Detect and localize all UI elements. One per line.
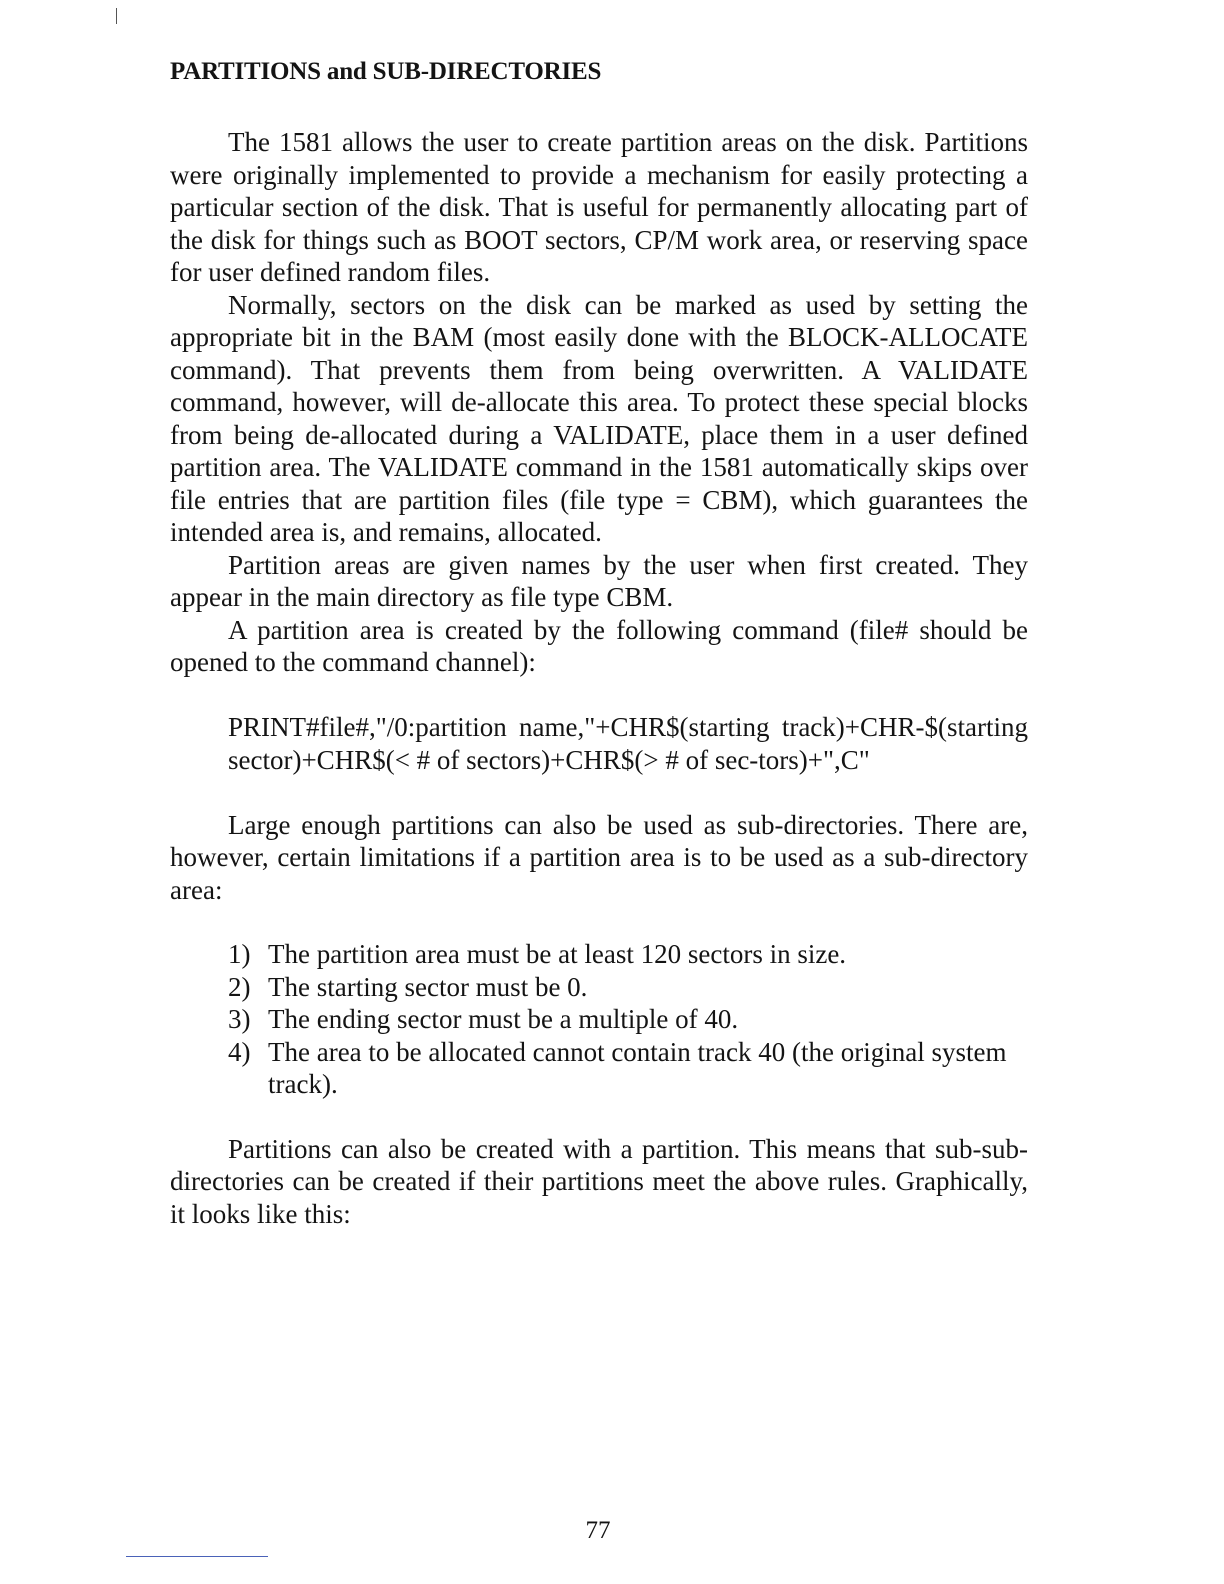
paragraph-nested-partitions: Partitions can also be created with a partition. This means that sub-sub-directories can be created if their partitions meet the above rules. Graphically, it looks like this: bbox=[170, 1133, 1028, 1229]
page-edge-mark bbox=[116, 8, 117, 24]
list-item-text: The ending sector must be a multiple of 40. bbox=[268, 1004, 739, 1034]
list-item-number: 1) bbox=[228, 939, 251, 969]
paragraph-validate: Normally, sectors on the disk can be marked as used by setting the appropriate bit in the BAM (most easily done with the BLOCK-ALLOCATE command). That prevents them from being overwritten. A VALIDATE command, however, will de-allocate this area. To protect these special blocks from being de-allocated during a VALIDATE, place them in a user defined partition area. The VALIDATE command in the 1581 automatically skips over file entries that are partition files (file type = CBM), which guarantees the intended area is, and remains, allocated. bbox=[170, 289, 1028, 547]
page-number: 77 bbox=[585, 1517, 611, 1544]
bottom-rule bbox=[126, 1556, 268, 1557]
list-item-text: The area to be allocated cannot contain track 40 (the original system track). bbox=[268, 1036, 1007, 1099]
command-syntax: PRINT#file#,"/0:partition name,"+CHR$(starting track)+CHR-$(starting sector)+CHR$(< # of sectors)+CHR$(> # of sec-tors)+",C" bbox=[228, 711, 1028, 775]
list-item bbox=[228, 971, 1028, 1004]
paragraph-intro: The 1581 allows the user to create partition areas on the disk. Partitions were originally implemented to provide a mechanism for easily protecting a particular section of the disk. That is useful for permanently allocating part of the disk for things such as BOOT sectors, CP/M work area, or reserving space for user defined random files. bbox=[170, 127, 1028, 287]
section-heading: PARTITIONS and SUB-DIRECTORIES bbox=[170, 58, 602, 85]
list-item-text: The starting sector must be 0. bbox=[268, 971, 588, 1002]
paragraph-subdirectories: Large enough partitions can also be used as sub-directories. There are, however, certain limitations if a partition area is to be used as a sub-directory area: bbox=[170, 809, 1028, 905]
paragraph-names: Partition areas are given names by the user when first created. They appear in the main directory as file type CBM. bbox=[170, 549, 1028, 612]
list-item bbox=[228, 1003, 1028, 1036]
list-item-number: 2) bbox=[228, 971, 251, 1002]
list-item bbox=[228, 938, 1028, 971]
list-item bbox=[228, 1036, 1028, 1101]
list-item-number: 3) bbox=[228, 1004, 251, 1034]
list-item-number: 4) bbox=[228, 1036, 251, 1067]
list-item-text: The partition area must be at least 120 sectors in size. bbox=[268, 939, 847, 969]
paragraph-command-intro: A partition area is created by the following command (file# should be opened to the command channel): bbox=[170, 614, 1028, 677]
page-content bbox=[170, 58, 1028, 1230]
rules-list bbox=[170, 938, 1028, 1101]
